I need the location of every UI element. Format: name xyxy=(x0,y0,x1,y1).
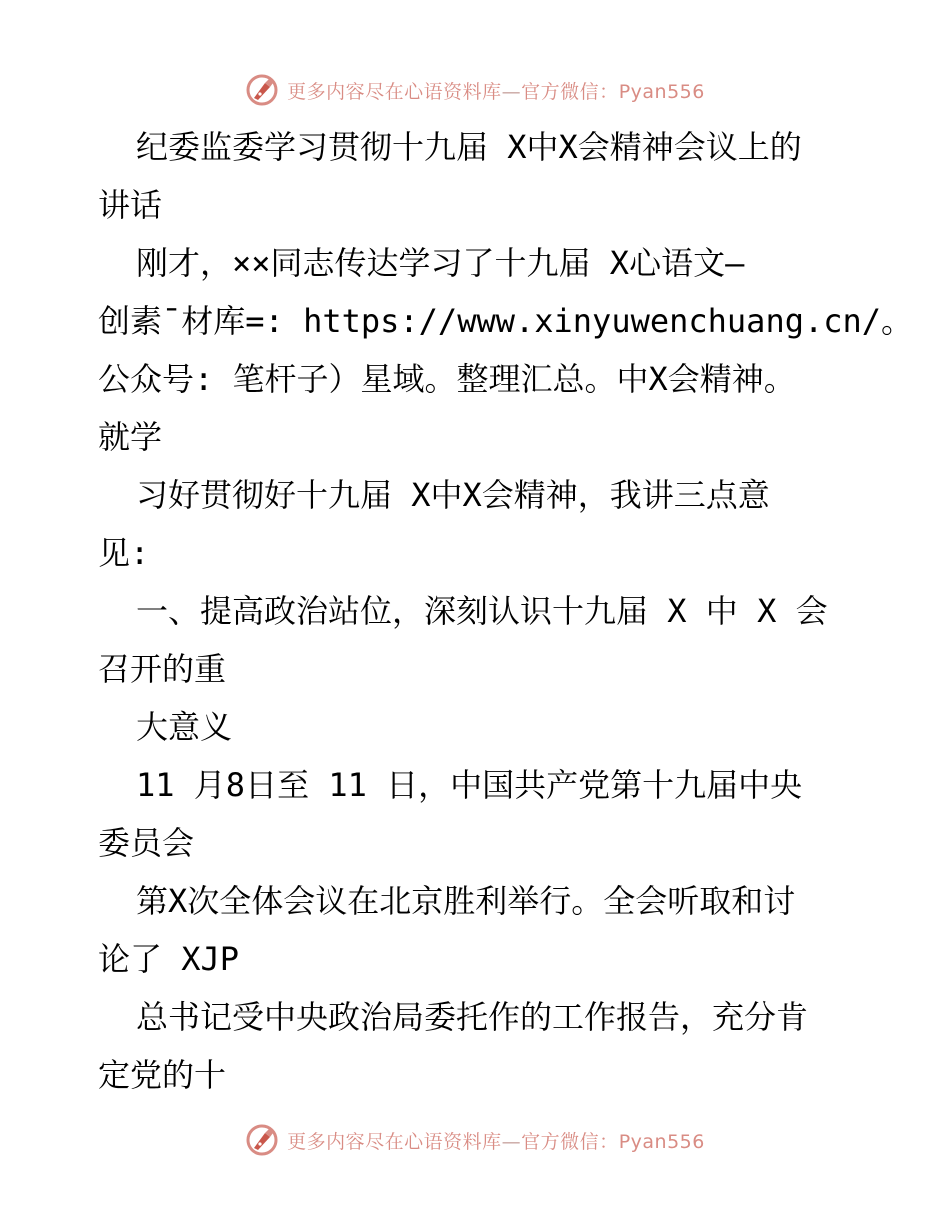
document-line: 见: xyxy=(98,534,150,572)
document-line: 总书记受中央政治局委托作的工作报告，充分肯 xyxy=(136,998,809,1036)
document-line: 刚才，××同志传达学习了十九届 X心语文— xyxy=(136,244,745,282)
document-line: 论了 XJP xyxy=(98,940,240,978)
document-line: 习好贯彻好十九届 X中X会精神，我讲三点意 xyxy=(136,476,770,514)
document-line: 讲话 xyxy=(98,186,163,224)
document-line: 召开的重 xyxy=(98,650,227,688)
pen-nib-logo-icon xyxy=(245,73,279,107)
watermark-text: 更多内容尽在心语资料库—官方微信：Pyan556 xyxy=(287,1130,705,1153)
watermark-banner-top xyxy=(0,70,950,110)
document-line: 纪委监委学习贯彻十九届 X中X会精神会议上的 xyxy=(136,128,802,166)
watermark-text: 更多内容尽在心语资料库—官方微信：Pyan556 xyxy=(287,80,705,103)
document-line: 一、提高政治站位，深刻认识十九届 X 中 X 会 xyxy=(136,592,828,630)
document-line: 创素¯材库=: https://www.xinyuwenchuang.cn/。 xyxy=(98,302,914,340)
document-line: 委员会 xyxy=(98,824,195,862)
document-line: 11 月8日至 11 日，中国共产党第十九届中央 xyxy=(136,766,803,804)
document-line: 第X次全体会议在北京胜利举行。全会听取和讨 xyxy=(136,882,796,920)
document-body xyxy=(98,118,914,1104)
document-line: 公众号: 笔杆子）星域。整理汇总。中X会精神。 xyxy=(98,360,796,398)
document-line: 大意义 xyxy=(136,708,233,746)
pen-nib-logo-icon xyxy=(245,1123,279,1157)
watermark-banner-bottom xyxy=(0,1120,950,1160)
document-line: 定党的十 xyxy=(98,1056,227,1094)
document-line: 就学 xyxy=(98,418,163,456)
